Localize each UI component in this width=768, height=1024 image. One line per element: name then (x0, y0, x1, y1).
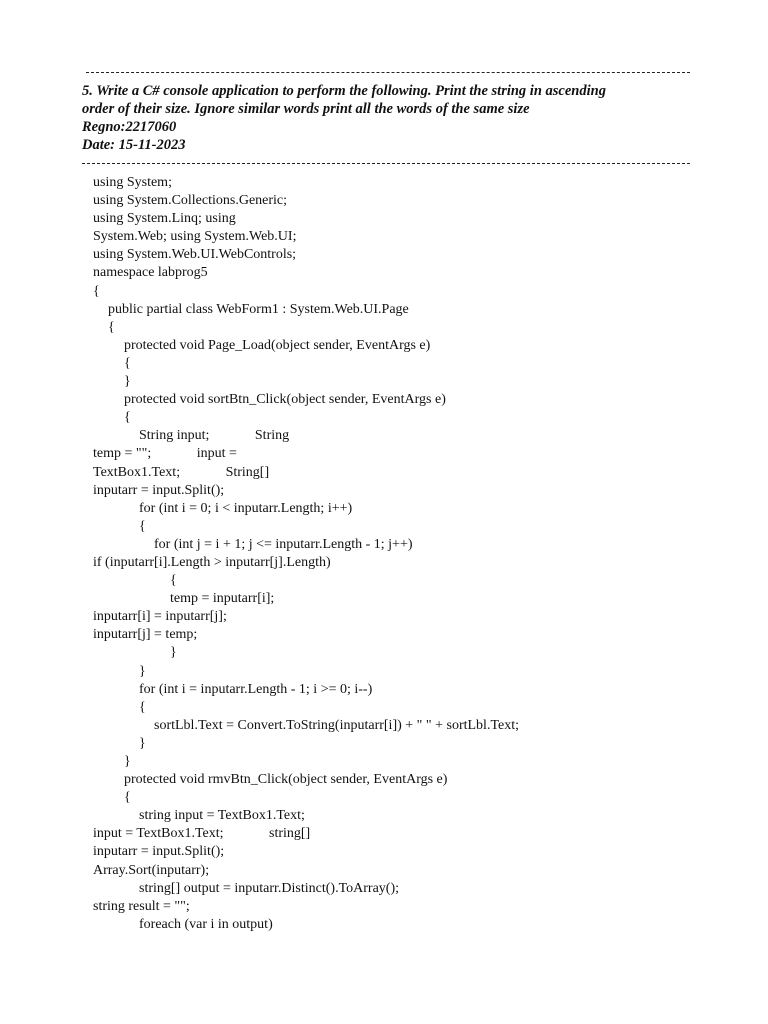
code-line: string input = TextBox1.Text; (139, 808, 305, 824)
code-line: { (139, 518, 146, 534)
code-line: inputarr[j] = temp; (93, 627, 198, 643)
code-line: for (int i = inputarr.Length - 1; i >= 0; i--) (139, 681, 373, 697)
code-line: } (170, 645, 177, 661)
code-line: inputarr[i] = inputarr[j]; (93, 609, 227, 625)
code-line: inputarr = input.Split(); (93, 844, 225, 860)
question-header (82, 82, 702, 154)
code-line: Array.Sort(inputarr); (93, 862, 210, 878)
code-line: if (inputarr[i].Length > inputarr[j].Length) (93, 554, 331, 570)
question-line-1: 5. Write a C# console application to perform the following. Print the string in ascending (82, 83, 606, 99)
code-line: inputarr = input.Split(); (93, 482, 225, 498)
regno-line: Regno:2217060 (82, 119, 177, 135)
code-line: } (124, 374, 131, 390)
code-line: } (139, 735, 146, 751)
code-line: System.Web; using System.Web.UI; (93, 229, 297, 245)
code-line: input = TextBox1.Text; string[] (93, 826, 311, 842)
code-line: } (139, 663, 146, 679)
code-line: { (124, 410, 131, 426)
code-line: for (int i = 0; i < inputarr.Length; i++) (139, 500, 353, 516)
code-line: protected void rmvBtn_Click(object sender, EventArgs e) (124, 772, 448, 788)
date-line: Date: 15-11-2023 (82, 137, 186, 153)
code-line: { (139, 699, 146, 715)
code-line: public partial class WebForm1 : System.Web.UI.Page (108, 301, 409, 317)
code-line: protected void sortBtn_Click(object sender, EventArgs e) (124, 392, 446, 408)
code-line: string[] output = inputarr.Distinct().ToArray(); (139, 880, 400, 896)
code-line: String input; String (139, 428, 290, 444)
code-line: using System.Linq; using (93, 211, 236, 227)
code-line: protected void Page_Load(object sender, EventArgs e) (124, 337, 431, 353)
code-line: using System.Collections.Generic; (93, 193, 288, 209)
code-line: sortLbl.Text = Convert.ToString(inputarr[i]) + " " + sortLbl.Text; (154, 717, 520, 733)
question-line-2: order of their size. Ignore similar words print all the words of the same size (82, 101, 530, 117)
bottom-divider (82, 163, 690, 164)
code-line: for (int j = i + 1; j <= inputarr.Length - 1; j++) (154, 536, 413, 552)
code-line: temp = ""; input = (93, 446, 237, 462)
code-line: using System; (93, 175, 172, 190)
top-divider (86, 72, 690, 73)
code-line: { (124, 355, 131, 371)
code-line: namespace labprog5 (93, 265, 208, 281)
code-line: } (124, 754, 131, 769)
code-line: { (124, 790, 131, 806)
code-line: temp = inputarr[i]; (170, 591, 275, 607)
code-line: TextBox1.Text; String[] (93, 464, 270, 480)
code-line: { (170, 573, 177, 589)
code-line: foreach (var i in output) (139, 916, 273, 932)
code-line: using System.Web.UI.WebControls; (93, 247, 297, 263)
code-line: string result = ""; (93, 898, 190, 914)
code-listing (0, 174, 768, 934)
code-line: { (108, 319, 115, 335)
code-line: { (93, 283, 100, 299)
